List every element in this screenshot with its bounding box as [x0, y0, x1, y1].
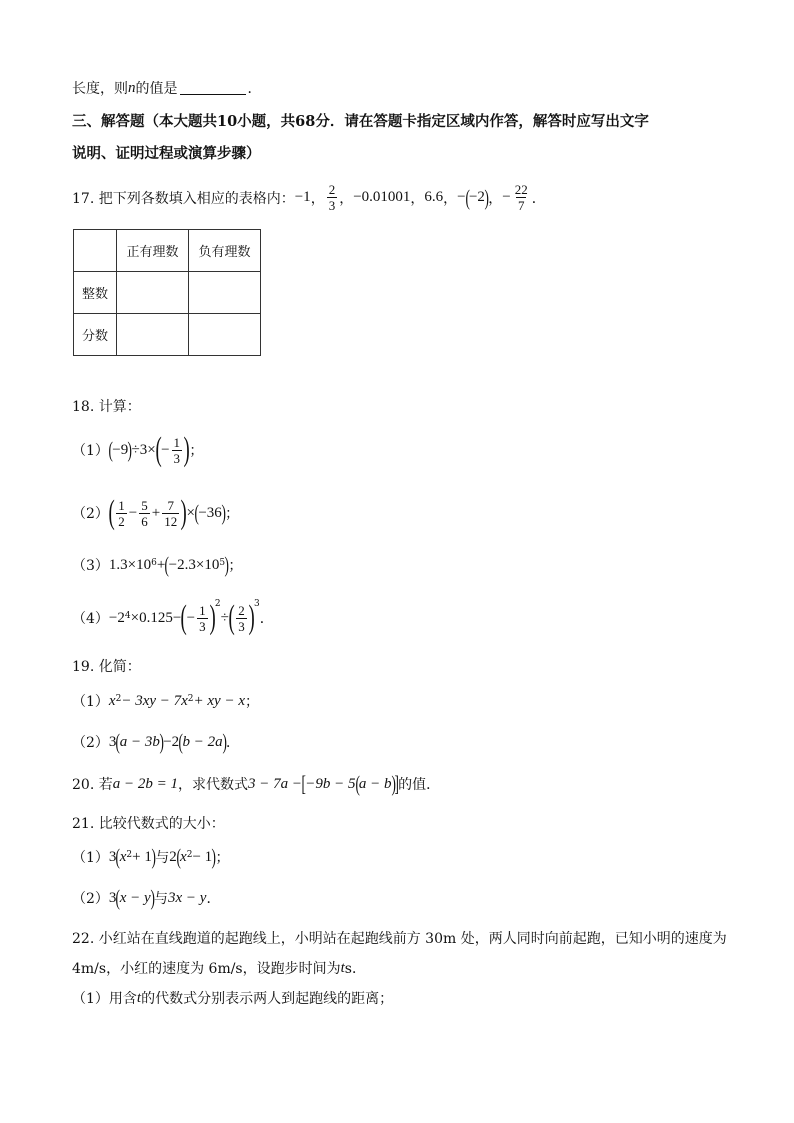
paren: ( — [115, 844, 121, 869]
end-mark: ； — [225, 506, 240, 522]
exponent: 2 — [186, 850, 193, 860]
paren: ) — [224, 552, 229, 577]
math: ÷ — [131, 441, 140, 458]
sep: ， — [410, 190, 425, 207]
part-label: （2） — [72, 891, 109, 907]
q18-part-4 — [72, 597, 274, 639]
exponent: 2 — [115, 694, 122, 704]
denominator: 12 — [164, 513, 178, 529]
q21-title: 21. 比较代数式的大小： — [72, 816, 225, 832]
part-label: （1） — [72, 443, 109, 459]
numerator: 1 — [118, 497, 125, 513]
sep: ， — [443, 190, 458, 207]
math: 2 — [169, 848, 177, 865]
exponent: 4 — [124, 611, 131, 621]
math: a − b — [358, 775, 392, 792]
denominator: 3 — [199, 618, 206, 634]
math: ÷ — [220, 609, 229, 626]
q18-part-3 — [72, 552, 242, 578]
math: b − 2a — [182, 733, 223, 750]
fraction — [162, 498, 179, 529]
exponent: 2 — [187, 694, 194, 704]
q19-part-2 — [72, 729, 240, 755]
denominator: 7 — [517, 198, 525, 213]
question-19-title — [72, 656, 141, 676]
numerator: 1 — [199, 602, 206, 618]
variable-n: n — [128, 79, 136, 96]
paren: ) — [222, 729, 227, 754]
end-mark: ． — [531, 190, 546, 207]
section-heading — [72, 110, 649, 131]
math: 3 — [108, 733, 117, 750]
fraction — [172, 435, 183, 466]
math: t — [340, 959, 345, 976]
continuation-line — [72, 78, 262, 98]
sep: ， — [310, 190, 325, 207]
numerator: 22 — [514, 182, 528, 197]
math: −9b − 5 — [305, 775, 356, 792]
question-17 — [72, 182, 546, 213]
exponent: 3 — [254, 599, 260, 609]
q17-number: −2 — [468, 189, 485, 205]
math: − 1 — [192, 848, 213, 865]
math: 3 − 7a − — [247, 775, 302, 792]
fraction — [197, 603, 208, 634]
q17-number: −0.01001 — [353, 189, 411, 205]
math: a − 3b — [119, 733, 160, 750]
denominator: 2 — [118, 513, 125, 529]
paren: ( — [194, 500, 199, 525]
paren: ( — [176, 844, 181, 869]
sep: ， — [339, 190, 354, 207]
paren: ) — [151, 844, 156, 869]
end-mark: ； — [215, 850, 230, 866]
q18-part-1 — [72, 430, 203, 470]
end-mark: ． — [225, 735, 240, 751]
numerator: 2 — [238, 602, 245, 618]
q20-text: ，求代数式 — [177, 777, 248, 793]
math: + — [151, 504, 161, 521]
fraction — [116, 498, 127, 529]
text: 长度，则 — [72, 81, 128, 97]
table-row-label: 分数 — [74, 314, 117, 356]
table-cell — [117, 272, 189, 314]
paren: ( — [164, 552, 170, 577]
q22-text: 4m/s，小红的速度为 6m/s，设跑步时间为 — [72, 961, 341, 977]
math: − 3xy − 7x — [121, 692, 188, 709]
math: × — [186, 504, 195, 521]
denominator: 3 — [173, 450, 181, 466]
minus-sign: − — [502, 189, 511, 205]
paren: ) — [221, 500, 226, 525]
paren: ( — [355, 771, 360, 796]
paren: ( — [155, 431, 162, 468]
q19-title: 19. 化简： — [72, 659, 141, 675]
table-cell — [189, 272, 261, 314]
end-mark: ． — [206, 891, 221, 907]
bracket: [ — [301, 771, 306, 796]
paren: ) — [211, 844, 217, 869]
q20-text: 20. 若 — [72, 777, 113, 793]
sep: ， — [488, 190, 503, 207]
math: + — [156, 556, 166, 573]
end-mark: ． — [259, 611, 274, 627]
math: ×0.125− — [130, 609, 182, 626]
math: −2 — [163, 733, 180, 750]
part-label: （1） — [72, 694, 109, 710]
q22-text: 22. 小红站在直线跑道的起跑线上，小明站在起跑线前方 30m 处，两人同时向前起跑，已知小明的速度为 — [72, 931, 727, 947]
exponent: 5 — [219, 558, 226, 568]
q21-text: 与 — [155, 850, 170, 866]
question-21-title — [72, 813, 225, 833]
fraction — [139, 498, 150, 529]
paren: ( — [178, 729, 184, 754]
q17-number: 6.6 — [424, 189, 444, 205]
paren: ) — [183, 431, 190, 468]
q17-prompt: 17. 把下列各数填入相应的表格内： — [72, 190, 295, 207]
math: − — [186, 609, 196, 626]
math: −2.3×10 — [168, 556, 220, 573]
math: 3 — [108, 848, 117, 865]
exponent: 2 — [126, 850, 133, 860]
section-heading-line1: 三、解答题（本大题共10小题，共68分．请在答题卡指定区域内作答，解答时应写出文字 — [72, 113, 649, 130]
math: −9 — [112, 441, 129, 458]
part-label: （1） — [72, 850, 109, 866]
section-heading-line2: 说明、证明过程或演算步骤） — [72, 145, 261, 162]
table-header-cell: 正有理数 — [117, 230, 189, 272]
table-row-label: 整数 — [74, 272, 117, 314]
section-heading-cont — [72, 142, 261, 163]
part-label: （2） — [72, 735, 109, 751]
math: + xy − x — [193, 692, 245, 709]
numerator: 7 — [167, 497, 174, 513]
denominator: 3 — [238, 618, 245, 634]
q17-fraction — [327, 182, 338, 213]
math: 1.3×10 — [108, 556, 152, 573]
paren: ) — [127, 437, 133, 462]
part-label: （2） — [72, 506, 109, 522]
denominator: 6 — [141, 513, 148, 529]
table-cell — [117, 314, 189, 356]
exponent: 2 — [214, 599, 221, 609]
math: + 1 — [132, 848, 152, 865]
paren: ( — [228, 599, 235, 636]
numerator: 2 — [328, 182, 336, 197]
paren: ( — [180, 599, 188, 636]
math: 3x − y — [168, 889, 207, 906]
part-label: （3） — [72, 558, 109, 574]
answer-blank — [180, 82, 246, 95]
paren: ( — [108, 437, 113, 462]
math: × — [147, 441, 156, 458]
math: x — [180, 848, 187, 865]
paren: ) — [180, 494, 187, 531]
q17-fraction — [513, 182, 530, 213]
question-18-title — [72, 396, 141, 416]
bracket: ] — [394, 771, 399, 796]
q17-table — [73, 229, 261, 356]
paren: ( — [115, 885, 121, 910]
numerator: 1 — [173, 434, 181, 450]
paren: ) — [484, 184, 489, 210]
q22-text: （1）用含 — [72, 991, 137, 1007]
math: −2 — [108, 609, 125, 626]
math: x − y — [119, 889, 151, 906]
paren: ) — [390, 771, 396, 796]
question-22-line2 — [72, 958, 366, 978]
end-mark: ； — [245, 694, 259, 710]
fraction — [236, 603, 247, 634]
paren: ) — [209, 599, 216, 636]
table-header-cell: 负有理数 — [189, 230, 261, 272]
q19-part-1 — [72, 690, 259, 712]
math: x — [119, 848, 127, 865]
end-mark: ； — [189, 443, 204, 459]
math: 3 — [139, 441, 148, 458]
q22-part-1 — [72, 988, 393, 1008]
math: − — [128, 504, 138, 521]
q21-part-2 — [72, 885, 220, 911]
q18-title: 18. 计算： — [72, 399, 141, 415]
part-label: （4） — [72, 611, 109, 627]
q21-text: 与 — [154, 891, 169, 907]
q21-part-1 — [72, 844, 229, 870]
denominator: 3 — [328, 198, 336, 213]
math: − — [161, 441, 170, 458]
text: ． — [247, 81, 262, 97]
paren: ( — [108, 494, 115, 531]
text: 的值是 — [135, 81, 178, 97]
math: x — [108, 692, 116, 709]
paren: ( — [465, 184, 470, 210]
paren: ( — [115, 729, 121, 754]
q22-text: s． — [344, 961, 366, 977]
q22-text: 的代数式分别表示两人到起跑线的距离； — [141, 991, 394, 1007]
paren: ) — [150, 885, 155, 910]
question-20 — [72, 771, 440, 797]
question-22 — [72, 928, 727, 948]
paren: ) — [159, 729, 164, 754]
q17-number: −1 — [294, 189, 311, 205]
q18-part-2 — [72, 493, 239, 533]
math: −36 — [198, 504, 222, 521]
paren: ) — [248, 599, 255, 636]
q20-text: 的值． — [398, 777, 441, 793]
q17-number: − — [457, 189, 466, 205]
numerator: 5 — [141, 497, 148, 513]
table-cell — [189, 314, 261, 356]
end-mark: ； — [228, 558, 243, 574]
math: t — [136, 989, 142, 1006]
table-header-cell — [74, 230, 117, 272]
exponent: 6 — [151, 558, 157, 568]
math: a − 2b = 1 — [112, 775, 178, 792]
math: 3 — [108, 889, 117, 906]
